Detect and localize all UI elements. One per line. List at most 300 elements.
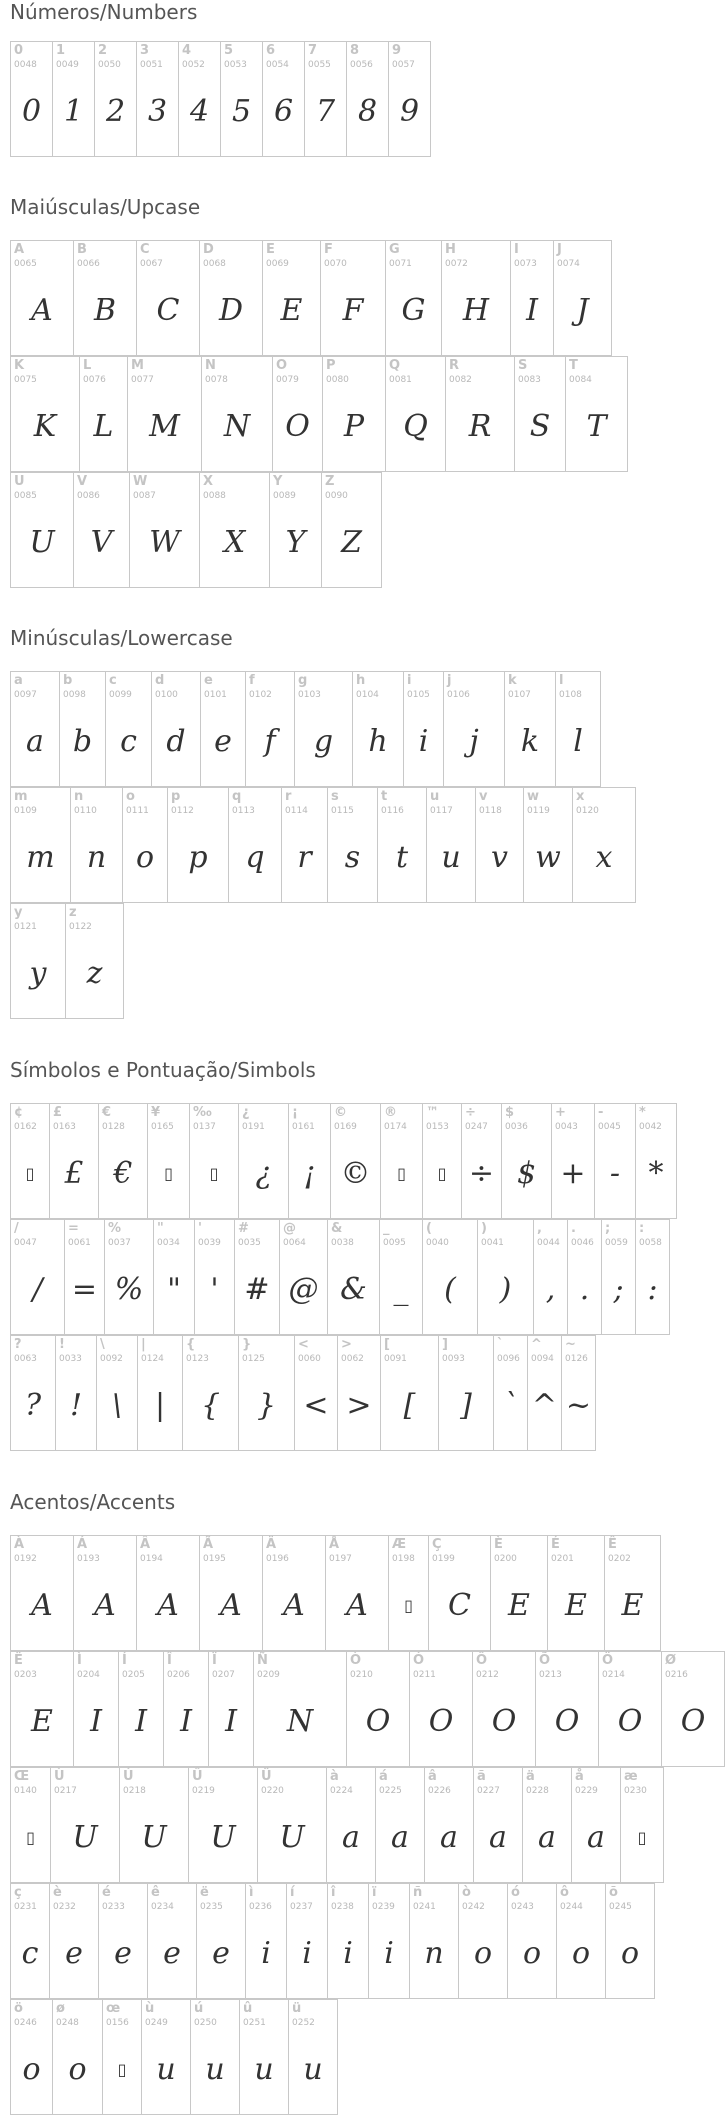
glyph-cell bbox=[70, 787, 123, 903]
glyph-cell bbox=[490, 1535, 548, 1651]
cell-code-label: 0048 bbox=[14, 60, 37, 70]
cell-code-label: 0070 bbox=[324, 259, 347, 269]
glyph-cell bbox=[473, 1767, 523, 1883]
cell-code-label: 0042 bbox=[639, 1122, 662, 1132]
glyph-sample: = bbox=[71, 1272, 98, 1307]
glyph-sample: E bbox=[31, 1704, 53, 1739]
glyph-sample: y bbox=[29, 956, 47, 991]
glyph-cell bbox=[153, 1219, 195, 1335]
accents-row-2 bbox=[10, 1651, 724, 1767]
cell-code-label: 0087 bbox=[133, 491, 156, 501]
cell-character-label: / bbox=[14, 1221, 19, 1236]
glyph-cell bbox=[279, 1219, 328, 1335]
glyph-sample: E bbox=[621, 1588, 644, 1623]
cell-character-label: Ñ bbox=[257, 1653, 268, 1668]
glyph-cell bbox=[514, 356, 566, 472]
cell-code-label: 0238 bbox=[331, 1902, 354, 1912]
cell-code-label: 0034 bbox=[157, 1238, 180, 1248]
cell-code-label: 0243 bbox=[511, 1902, 534, 1912]
glyph-sample: { bbox=[200, 1388, 221, 1423]
glyph-cell bbox=[196, 1883, 246, 1999]
cell-character-label: ñ bbox=[413, 1885, 423, 1900]
glyph-sample: e bbox=[163, 1936, 181, 1971]
cell-character-label: # bbox=[238, 1221, 249, 1236]
glyph-cell bbox=[245, 671, 295, 787]
glyph-cell bbox=[127, 356, 202, 472]
symbols-row-3 bbox=[10, 1335, 595, 1451]
glyph-sample: n bbox=[424, 1936, 444, 1971]
glyph-sample: 9 bbox=[399, 94, 420, 129]
glyph-cell bbox=[96, 1335, 138, 1451]
cell-code-label: 0061 bbox=[68, 1238, 91, 1248]
cell-character-label: 4 bbox=[182, 43, 192, 58]
glyph-cell bbox=[375, 1767, 425, 1883]
cell-code-label: 0084 bbox=[569, 375, 592, 385]
glyph-sample: L bbox=[93, 409, 114, 444]
glyph-cell bbox=[422, 1103, 462, 1219]
glyph-sample: i bbox=[384, 1936, 394, 1971]
cell-code-label: 0105 bbox=[407, 690, 430, 700]
glyph-sample: j bbox=[469, 724, 479, 759]
glyph-sample: N bbox=[223, 409, 251, 444]
glyph-cell bbox=[441, 240, 511, 356]
glyph-sample: O bbox=[554, 1704, 580, 1739]
glyph-cell bbox=[377, 787, 427, 903]
cell-code-label: 0078 bbox=[205, 375, 228, 385]
cell-character-label: m bbox=[14, 789, 28, 804]
glyph-sample: J bbox=[576, 293, 589, 328]
cell-code-label: 0053 bbox=[224, 60, 247, 70]
cell-code-label: 0094 bbox=[531, 1354, 554, 1364]
cell-character-label: É bbox=[551, 1537, 560, 1552]
cell-code-label: 0111 bbox=[126, 806, 149, 816]
cell-character-label: = bbox=[68, 1221, 79, 1236]
cell-code-label: 0163 bbox=[53, 1122, 76, 1132]
cell-code-label: 0064 bbox=[283, 1238, 306, 1248]
cell-character-label: ^ bbox=[531, 1337, 542, 1352]
cell-code-label: 0230 bbox=[624, 1786, 647, 1796]
cell-character-label: A bbox=[14, 242, 25, 257]
cell-code-label: 0122 bbox=[69, 922, 92, 932]
glyph-cell bbox=[10, 1999, 53, 2115]
glyph-sample: e bbox=[65, 1936, 83, 1971]
glyph-sample: N bbox=[286, 1704, 314, 1739]
cell-code-label: 0057 bbox=[392, 60, 415, 70]
glyph-sample: > bbox=[346, 1388, 372, 1423]
cell-character-label: ó bbox=[511, 1885, 520, 1900]
cell-character-label: È bbox=[494, 1537, 503, 1552]
glyph-sample: ▯ bbox=[164, 1164, 173, 1183]
cell-code-label: 0196 bbox=[266, 1554, 289, 1564]
cell-code-label: 0080 bbox=[326, 375, 349, 385]
glyph-sample: % bbox=[114, 1272, 144, 1307]
glyph-cell bbox=[523, 787, 573, 903]
cell-code-label: 0192 bbox=[14, 1554, 37, 1564]
lowercase-row-3 bbox=[10, 903, 123, 1019]
glyph-sample: A bbox=[31, 1588, 53, 1623]
cell-character-label: ì bbox=[249, 1885, 254, 1900]
glyph-cell bbox=[257, 1767, 327, 1883]
cell-code-label: 0102 bbox=[249, 690, 272, 700]
glyph-cell bbox=[461, 1103, 502, 1219]
cell-code-label: 0077 bbox=[131, 375, 154, 385]
cell-code-label: 0174 bbox=[384, 1122, 407, 1132]
cell-code-label: 0226 bbox=[428, 1786, 451, 1796]
glyph-sample: ? bbox=[24, 1388, 42, 1423]
glyph-sample: 4 bbox=[189, 94, 210, 129]
cell-character-label: i bbox=[407, 673, 412, 688]
cell-character-label: Ê bbox=[608, 1537, 617, 1552]
glyph-sample: \ bbox=[111, 1388, 123, 1423]
glyph-cell bbox=[73, 1651, 119, 1767]
glyph-sample: H bbox=[462, 293, 490, 328]
glyph-sample: A bbox=[157, 1588, 179, 1623]
glyph-sample: u bbox=[254, 2052, 274, 2087]
glyph-sample: O bbox=[491, 1704, 517, 1739]
glyph-cell bbox=[294, 671, 353, 787]
glyph-sample: ¿ bbox=[255, 1156, 272, 1191]
cell-code-label: 0218 bbox=[123, 1786, 146, 1796]
cell-character-label: , bbox=[537, 1221, 542, 1236]
glyph-cell bbox=[567, 1219, 602, 1335]
cell-code-label: 0104 bbox=[356, 690, 379, 700]
glyph-sample: ▯ bbox=[404, 1596, 413, 1615]
cell-character-label: Ò bbox=[350, 1653, 362, 1668]
cell-code-label: 0200 bbox=[494, 1554, 517, 1564]
glyph-sample: n bbox=[86, 840, 107, 875]
cell-code-label: 0123 bbox=[186, 1354, 209, 1364]
glyph-sample: 1 bbox=[63, 94, 84, 129]
cell-code-label: 0086 bbox=[77, 491, 100, 501]
glyph-sample: s bbox=[344, 840, 361, 875]
glyph-cell bbox=[288, 1103, 331, 1219]
glyph-sample: ] bbox=[460, 1388, 472, 1423]
glyph-cell bbox=[59, 671, 106, 787]
glyph-sample: C bbox=[156, 293, 180, 328]
cell-character-label: . bbox=[571, 1221, 576, 1236]
cell-character-label: ¿ bbox=[242, 1105, 250, 1120]
cell-character-label: q bbox=[232, 789, 242, 804]
cell-character-label: Ç bbox=[432, 1537, 442, 1552]
glyph-cell bbox=[409, 1651, 473, 1767]
glyph-sample: ÷ bbox=[468, 1156, 495, 1191]
cell-code-label: 0115 bbox=[331, 806, 354, 816]
glyph-sample: U bbox=[279, 1820, 305, 1855]
glyph-sample: x bbox=[595, 840, 613, 875]
accents-row-3 bbox=[10, 1767, 663, 1883]
glyph-sample: I bbox=[90, 1704, 102, 1739]
glyph-cell bbox=[10, 787, 71, 903]
cell-character-label: ü bbox=[292, 2001, 302, 2016]
upcase-row-1 bbox=[10, 240, 611, 356]
glyph-cell bbox=[620, 1767, 664, 1883]
cell-character-label: Û bbox=[192, 1769, 203, 1784]
cell-code-label: 0242 bbox=[462, 1902, 485, 1912]
glyph-sample: ▯ bbox=[26, 1828, 35, 1847]
glyph-sample: U bbox=[29, 525, 55, 560]
cell-character-label: o bbox=[126, 789, 135, 804]
glyph-cell bbox=[379, 1219, 423, 1335]
cell-character-label: t bbox=[381, 789, 388, 804]
cell-character-label: K bbox=[14, 358, 25, 373]
glyph-sample: A bbox=[31, 293, 53, 328]
glyph-cell bbox=[522, 1767, 572, 1883]
glyph-sample: © bbox=[340, 1156, 371, 1191]
cell-character-label: á bbox=[379, 1769, 388, 1784]
cell-code-label: 0043 bbox=[555, 1122, 578, 1132]
glyph-sample: a bbox=[440, 1820, 458, 1855]
glyph-sample: w bbox=[535, 840, 561, 875]
section-title-upcase: Maiúsculas/Upcase bbox=[10, 195, 201, 219]
cell-code-label: 0097 bbox=[14, 690, 37, 700]
cell-code-label: 0099 bbox=[109, 690, 132, 700]
cell-character-label: \ bbox=[100, 1337, 105, 1352]
cell-code-label: 0209 bbox=[257, 1670, 280, 1680]
glyph-sample: g bbox=[313, 724, 334, 759]
glyph-sample: ' bbox=[210, 1272, 219, 1307]
cell-code-label: 0220 bbox=[261, 1786, 284, 1796]
glyph-sample: 2 bbox=[105, 94, 126, 129]
glyph-cell bbox=[234, 1219, 280, 1335]
cell-character-label: | bbox=[141, 1337, 146, 1352]
glyph-sample: o bbox=[473, 1936, 493, 1971]
cell-code-label: 0095 bbox=[383, 1238, 406, 1248]
glyph-sample: u bbox=[441, 840, 461, 875]
glyph-cell bbox=[327, 787, 378, 903]
cell-character-label: ï bbox=[372, 1885, 377, 1900]
glyph-sample: O bbox=[428, 1704, 454, 1739]
cell-code-label: 0058 bbox=[639, 1238, 662, 1248]
accents-row-4 bbox=[10, 1883, 654, 1999]
glyph-cell bbox=[73, 1535, 137, 1651]
cell-character-label: f bbox=[249, 673, 255, 688]
glyph-cell bbox=[272, 356, 323, 472]
cell-character-label: _ bbox=[383, 1221, 390, 1236]
cell-character-label: y bbox=[14, 905, 23, 920]
glyph-sample: v bbox=[491, 840, 508, 875]
glyph-cell bbox=[337, 1335, 381, 1451]
cell-character-label: û bbox=[243, 2001, 253, 2016]
glyph-cell bbox=[477, 1219, 534, 1335]
cell-character-label: Ã bbox=[203, 1537, 214, 1552]
glyph-cell bbox=[64, 1219, 105, 1335]
cell-character-label: S bbox=[518, 358, 528, 373]
glyph-sample: @ bbox=[288, 1272, 319, 1307]
glyph-sample: A bbox=[220, 1588, 242, 1623]
glyph-cell bbox=[201, 356, 273, 472]
glyph-cell bbox=[571, 1767, 621, 1883]
cell-character-label: ô bbox=[560, 1885, 569, 1900]
glyph-cell bbox=[200, 671, 246, 787]
cell-code-label: 0250 bbox=[194, 2018, 217, 2028]
cell-code-label: 0233 bbox=[102, 1902, 125, 1912]
cell-character-label: õ bbox=[609, 1885, 618, 1900]
glyph-cell bbox=[561, 1335, 596, 1451]
glyph-cell bbox=[118, 1651, 164, 1767]
glyph-cell bbox=[189, 1103, 239, 1219]
cell-code-label: 0040 bbox=[426, 1238, 449, 1248]
cell-character-label: Ï bbox=[212, 1653, 217, 1668]
glyph-sample: E bbox=[565, 1588, 587, 1623]
cell-character-label: s bbox=[331, 789, 339, 804]
cell-character-label: u bbox=[430, 789, 440, 804]
cell-code-label: 0125 bbox=[242, 1354, 265, 1364]
cell-code-label: 0197 bbox=[329, 1554, 352, 1564]
cell-code-label: 0072 bbox=[445, 259, 468, 269]
cell-code-label: 0088 bbox=[203, 491, 226, 501]
glyph-cell bbox=[327, 1219, 380, 1335]
glyph-cell bbox=[555, 671, 601, 787]
glyph-sample: . bbox=[579, 1272, 590, 1307]
cell-character-label: 7 bbox=[308, 43, 318, 58]
glyph-cell bbox=[55, 1335, 97, 1451]
glyph-sample: A bbox=[94, 1588, 116, 1623]
glyph-sample: X bbox=[223, 525, 246, 560]
cell-code-label: 0083 bbox=[518, 375, 541, 385]
cell-code-label: 0055 bbox=[308, 60, 331, 70]
glyph-cell bbox=[527, 1335, 562, 1451]
cell-code-label: 0203 bbox=[14, 1670, 37, 1680]
cell-code-label: 0219 bbox=[192, 1786, 215, 1796]
glyph-cell bbox=[239, 1999, 289, 2115]
glyph-cell bbox=[10, 1335, 56, 1451]
glyph-sample: a bbox=[587, 1820, 605, 1855]
glyph-cell bbox=[601, 1219, 636, 1335]
glyph-sample: R bbox=[468, 409, 492, 444]
cell-code-label: 0228 bbox=[526, 1786, 549, 1796]
glyph-cell bbox=[182, 1335, 239, 1451]
cell-code-label: 0113 bbox=[232, 806, 255, 816]
glyph-sample: o bbox=[571, 1936, 591, 1971]
glyph-sample: a bbox=[391, 1820, 409, 1855]
glyph-sample: r bbox=[297, 840, 312, 875]
cell-code-label: 0191 bbox=[242, 1122, 265, 1132]
glyph-cell bbox=[10, 903, 66, 1019]
glyph-cell bbox=[136, 41, 179, 157]
glyph-cell bbox=[281, 787, 328, 903]
glyph-sample: ▯ bbox=[637, 1828, 647, 1847]
cell-character-label: n bbox=[74, 789, 84, 804]
cell-code-label: 0081 bbox=[389, 375, 412, 385]
glyph-cell bbox=[346, 1651, 410, 1767]
cell-character-label: X bbox=[203, 474, 214, 489]
cell-code-label: 0206 bbox=[167, 1670, 190, 1680]
glyph-cell bbox=[409, 1883, 459, 1999]
glyph-sample: K bbox=[33, 409, 57, 444]
cell-code-label: 0119 bbox=[527, 806, 550, 816]
glyph-cell bbox=[10, 1219, 65, 1335]
cell-character-label: N bbox=[205, 358, 216, 373]
glyph-cell bbox=[422, 1219, 478, 1335]
glyph-cell bbox=[368, 1883, 410, 1999]
glyph-sample: A bbox=[283, 1588, 305, 1623]
glyph-sample: u bbox=[156, 2052, 176, 2087]
glyph-cell bbox=[385, 240, 442, 356]
cell-character-label: ® bbox=[384, 1105, 397, 1120]
glyph-sample: G bbox=[401, 293, 426, 328]
glyph-cell bbox=[137, 1335, 183, 1451]
glyph-sample: 6 bbox=[273, 94, 294, 129]
glyph-cell bbox=[49, 1883, 99, 1999]
cell-code-label: 0076 bbox=[83, 375, 106, 385]
cell-character-label: Q bbox=[389, 358, 401, 373]
glyph-cell bbox=[52, 41, 95, 157]
cell-code-label: 0036 bbox=[505, 1122, 528, 1132]
glyph-sample: h bbox=[368, 724, 388, 759]
glyph-sample: W bbox=[149, 525, 180, 560]
cell-character-label: é bbox=[102, 1885, 111, 1900]
cell-code-label: 0056 bbox=[350, 60, 373, 70]
cell-character-label: j bbox=[447, 673, 452, 688]
cell-character-label: Å bbox=[329, 1537, 340, 1552]
glyph-cell bbox=[322, 356, 386, 472]
cell-character-label: ? bbox=[14, 1337, 22, 1352]
cell-code-label: 0246 bbox=[14, 2018, 37, 2028]
cell-code-label: 0079 bbox=[276, 375, 299, 385]
cell-code-label: 0085 bbox=[14, 491, 37, 501]
section-title-accents: Acentos/Accents bbox=[10, 1490, 176, 1514]
cell-character-label: ‰ bbox=[193, 1105, 212, 1120]
cell-code-label: 0060 bbox=[298, 1354, 321, 1364]
glyph-sample: | bbox=[154, 1388, 166, 1423]
cell-code-label: 0239 bbox=[372, 1902, 395, 1912]
glyph-sample: 5 bbox=[231, 94, 252, 129]
cell-code-label: 0204 bbox=[77, 1670, 100, 1680]
cell-code-label: 0092 bbox=[100, 1354, 123, 1364]
cell-code-label: 0046 bbox=[571, 1238, 594, 1248]
cell-code-label: 0052 bbox=[182, 60, 205, 70]
cell-code-label: 0090 bbox=[325, 491, 348, 501]
cell-code-label: 0205 bbox=[122, 1670, 145, 1680]
glyph-cell bbox=[501, 1103, 552, 1219]
cell-character-label: e bbox=[204, 673, 213, 688]
cell-character-label: ç bbox=[14, 1885, 22, 1900]
glyph-cell bbox=[50, 1767, 120, 1883]
glyph-cell bbox=[661, 1651, 725, 1767]
glyph-cell bbox=[220, 41, 263, 157]
cell-code-label: 0071 bbox=[389, 259, 412, 269]
glyph-sample: U bbox=[72, 1820, 98, 1855]
glyph-cell bbox=[380, 1335, 439, 1451]
cell-character-label: v bbox=[479, 789, 488, 804]
cell-character-label: d bbox=[155, 673, 165, 688]
cell-code-label: 0039 bbox=[198, 1238, 221, 1248]
glyph-cell bbox=[493, 1335, 528, 1451]
cell-code-label: 0217 bbox=[54, 1786, 77, 1796]
glyph-cell bbox=[458, 1883, 508, 1999]
cell-character-label: ¢ bbox=[14, 1105, 24, 1120]
cell-code-label: 0237 bbox=[290, 1902, 313, 1912]
glyph-cell bbox=[199, 1535, 263, 1651]
cell-code-label: 0098 bbox=[63, 690, 86, 700]
glyph-cell bbox=[79, 356, 128, 472]
cell-character-label: À bbox=[14, 1537, 25, 1552]
glyph-sample: E bbox=[280, 293, 303, 328]
cell-character-label: Ó bbox=[413, 1653, 425, 1668]
glyph-sample: a bbox=[538, 1820, 556, 1855]
glyph-sample: ~ bbox=[565, 1388, 592, 1423]
glyph-sample: O bbox=[617, 1704, 643, 1739]
glyph-sample: o bbox=[22, 2052, 41, 2087]
cell-character-label: - bbox=[598, 1105, 604, 1120]
glyph-cell bbox=[594, 1103, 636, 1219]
glyph-cell bbox=[10, 1767, 51, 1883]
glyph-cell bbox=[635, 1103, 677, 1219]
cell-character-label: P bbox=[326, 358, 336, 373]
cell-character-label: % bbox=[108, 1221, 122, 1236]
cell-code-label: 0201 bbox=[551, 1554, 574, 1564]
glyph-cell bbox=[403, 671, 444, 787]
